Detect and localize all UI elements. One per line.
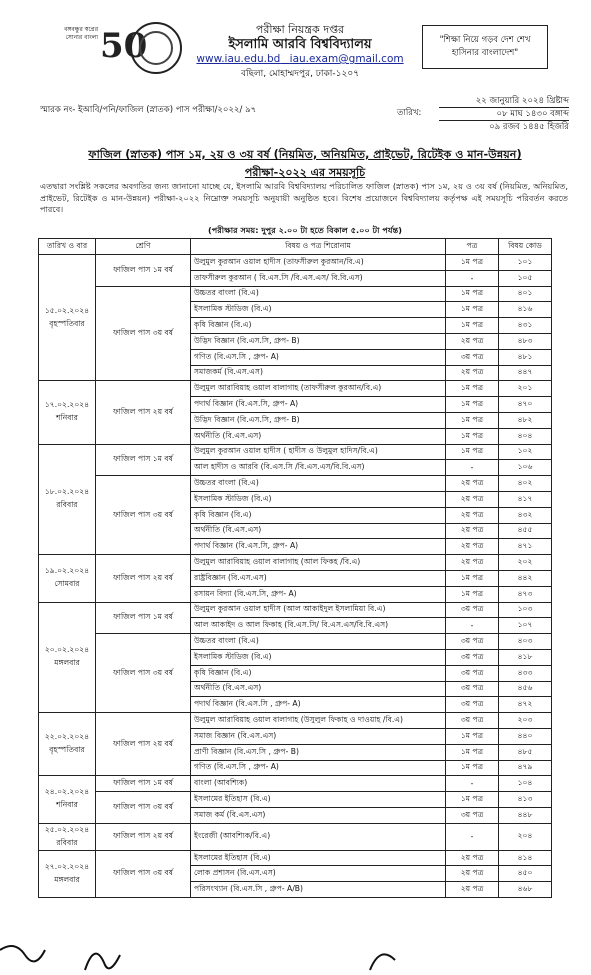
subject-cell: পদার্থ বিজ্ঞান (বি.এস.সি, গ্রুপ- A) — [191, 539, 446, 555]
subject-cell: ইংরেজী (আবশ্যিক/বি.এ) — [191, 823, 446, 850]
paper-cell: ৩য় পত্র — [446, 649, 499, 665]
code-cell: ২০৪ — [499, 823, 552, 850]
paper-cell: ২য় পত্র — [446, 507, 499, 523]
class-cell: ফাজিল পাস ৩য় বর্ষ — [96, 476, 191, 555]
col-header-subject: বিষয় ও পত্র শিরোনাম — [191, 239, 446, 255]
paper-cell: ১ম পত্র — [446, 728, 499, 744]
subject-cell: উলুমুল কুরআন ওয়াল হাদীস ( হাদীস ও উলুমুল হাদিস/বি.এ) — [191, 444, 446, 460]
subject-cell: পদার্থ বিজ্ঞান (বি.এস.সি , গ্রুপ- A) — [191, 697, 446, 713]
code-cell: ৪০৪ — [499, 428, 552, 444]
paper-cell: ১ম পত্র — [446, 318, 499, 334]
table-row — [39, 444, 552, 460]
paper-cell: ৩য় পত্র — [446, 681, 499, 697]
exam-day: বৃহস্পতিবার — [49, 745, 85, 755]
paper-cell: ২য় পত্র — [446, 555, 499, 571]
exam-day: শনিবার — [56, 413, 78, 423]
paper-cell: ২য় পত্র — [446, 850, 499, 866]
paper-cell: - — [446, 270, 499, 286]
exam-date: ১৫.০২.২০২৪ — [44, 305, 90, 315]
class-cell: ফাজিল পাস ৩য় বর্ষ — [96, 286, 191, 381]
subject-cell: উলুমুল কুরআন ওয়াল হাদীস (আল আকাইদুল ইসলামিয়া বি.এ) — [191, 602, 446, 618]
date-cell — [39, 850, 96, 897]
paper-cell: ৩য় পত্র — [446, 665, 499, 681]
table-row — [39, 850, 552, 866]
exam-date: ২০.০২.২০২৪ — [44, 645, 90, 655]
exam-day: রবিবার — [56, 837, 78, 847]
class-cell: ফাজিল পাস ১ম বর্ষ — [96, 444, 191, 476]
col-header-code: বিষয় কোড — [499, 239, 552, 255]
subject-cell: অর্থনীতি (বি.এস.এস) — [191, 681, 446, 697]
code-cell: ৪৮২ — [499, 412, 552, 428]
exam-day: মঙ্গলবার — [54, 658, 80, 668]
date-cell — [39, 776, 96, 823]
subject-cell: প্রাণী বিজ্ঞান (বি.এস.সি , গ্রুপ- B) — [191, 744, 446, 760]
slogan-box: "শিক্ষা নিয়ে গড়ব দেশ শেখ হাসিনার বাংলাদেশ" — [422, 25, 548, 69]
subject-cell: অর্থনীতি (বি.এস.এস) — [191, 523, 446, 539]
subject-cell: উচ্চতর বাংলা (বি.এ) — [191, 634, 446, 650]
code-cell: ৪৩৩ — [499, 665, 552, 681]
table-row — [39, 792, 552, 808]
table-row — [39, 634, 552, 650]
code-cell: ৪৫৬ — [499, 681, 552, 697]
code-cell: ৪৮১ — [499, 349, 552, 365]
exam-date: ১৯.০২.২০২৪ — [44, 566, 90, 576]
subject-cell: লোক প্রশাসন (বি.এস.এস) — [191, 866, 446, 882]
subject-cell: ইসলামিক স্টাডিজ (বি.এ) — [191, 491, 446, 507]
subject-cell: উদ্ভিদ বিজ্ঞান (বি.এস.সি, গ্রুপ- B) — [191, 412, 446, 428]
subject-cell: গণিত (বি.এস.সি , গ্রুপ- A) — [191, 349, 446, 365]
subject-cell: আল হাদীস ও আরবি (বি.এস.সি /বি.এস.এস/বি.বি.এস) — [191, 460, 446, 476]
class-cell: ফাজিল পাস ১ম বর্ষ — [96, 602, 191, 634]
class-cell: ফাজিল পাস ১ম বর্ষ — [96, 776, 191, 792]
class-cell: ফাজিল পাস ২য় বর্ষ — [96, 555, 191, 602]
code-cell: ৪৬৮ — [499, 882, 552, 898]
code-cell: ৪৫০ — [499, 866, 552, 882]
date-cell — [39, 823, 96, 850]
paper-cell: ১ম পত্র — [446, 381, 499, 397]
office-name: পরীক্ষা নিয়ন্ত্রক দপ্তর — [255, 23, 345, 36]
code-cell: ৪৩১ — [499, 318, 552, 334]
code-cell: ৪৪৭ — [499, 365, 552, 381]
paper-cell: ১ম পত্র — [446, 444, 499, 460]
code-cell: ২০১ — [499, 381, 552, 397]
subject-cell: গণিত (বি.এস.সি , গ্রুপ- A) — [191, 760, 446, 776]
paper-cell: - — [446, 823, 499, 850]
code-cell: ১০৬ — [499, 460, 552, 476]
code-cell: ৪৪৮ — [499, 807, 552, 823]
code-cell: ৪১৭ — [499, 491, 552, 507]
subject-cell: রসায়ন বিদ্যা (বি.এস.সি, গ্রুপ- A) — [191, 586, 446, 602]
col-header-date: তারিখ ও বার — [39, 239, 96, 255]
code-cell: ২০৩ — [499, 713, 552, 729]
website-link[interactable]: www.iau.edu.bd — [196, 53, 281, 65]
class-cell: ফাজিল পাস ১ম বর্ষ — [96, 255, 191, 287]
table-row — [39, 286, 552, 302]
paper-cell: ৩য় পত্র — [446, 602, 499, 618]
exam-day: বৃহস্পতিবার — [49, 318, 85, 328]
intro-paragraph: এতদ্বারা সংশ্লিষ্ট সকলের অবগতির জন্য জানানো যাচ্ছে যে, ইসলামি আরবি বিশ্ববিদ্যালয় পরিচালিত ফাজিল (স্নাতক) পাস ১ম, ২য় ও ৩য় বর্ষ (নিয়মিত, অনিয়মিত, প্রাইভেট, রিটেইক ও মান-উন্নয়ন) পরীক্ষা-২০২২ নিম্নোক্ত সময়সূচি অনুযায়ী অনুষ্ঠিত হবে। বিশেষ প্রয়োজনে বিশ্ববিদ্যালয় কর্তৃপক্ষ এই সময়সূচি পরিবর্তন করতে পারবে। — [40, 181, 568, 214]
paper-cell: ২য় পত্র — [446, 491, 499, 507]
subject-cell: পদার্থ বিজ্ঞান (বি.এস.সি, গ্রুপ- A) — [191, 397, 446, 413]
memo-reference: স্মারক নং- ইআবি/পনি/ফাজিল (স্নাতক) পাস পরীক্ষা/২০২২/ ৯৭ — [40, 105, 257, 115]
golden-jubilee-logo — [60, 26, 148, 68]
code-cell: ৪৭৩ — [499, 586, 552, 602]
paper-cell: ১ম পত্র — [446, 586, 499, 602]
code-cell: ৪১৬ — [499, 302, 552, 318]
date-hijri: ০৯ রজব ১৪৪৫ হিজরি — [489, 122, 569, 132]
subject-cell: উলুমুল আরাবিয়াহ ওয়াল বালাগাহ (আল ফিকহ /বি.এ) — [191, 555, 446, 571]
code-cell: ১০২ — [499, 444, 552, 460]
code-cell: ৪৩২ — [499, 507, 552, 523]
code-cell: ৪৭০ — [499, 397, 552, 413]
code-cell: ৪০৩ — [499, 634, 552, 650]
subject-cell: পরিসংখ্যান (বি.এস.সি , গ্রুপ- A/B) — [191, 882, 446, 898]
subject-cell: সমাজ বিজ্ঞান (বি.এস.এস) — [191, 728, 446, 744]
table-header-row — [39, 239, 552, 255]
exam-date: ১৮.০২.২০২৪ — [44, 487, 90, 497]
table-row — [39, 555, 552, 571]
table-row — [39, 602, 552, 618]
subject-cell: উলুমুল আরাবিয়াহ ওয়াল বালাগাহ (তাফসীরুল কুরআন/বি.এ) — [191, 381, 446, 397]
subject-cell: সমাজকর্ম (বি.এস.এস) — [191, 365, 446, 381]
class-cell: ফাজিল পাস ৩য় বর্ষ — [96, 634, 191, 713]
code-cell: ৪৭৯ — [499, 760, 552, 776]
code-cell: ১০৭ — [499, 618, 552, 634]
paper-cell: ৩য় পত্র — [446, 697, 499, 713]
paper-cell: ৩য় পত্র — [446, 713, 499, 729]
notice-subtitle: পরীক্ষা-২০২২ এর সময়সূচি — [244, 166, 366, 179]
paper-cell: ২য় পত্র — [446, 333, 499, 349]
exam-day: রবিবার — [56, 500, 78, 510]
paper-cell: - — [446, 460, 499, 476]
code-cell: ৪৭১ — [499, 539, 552, 555]
subject-cell: আল আকাইদ ও আল ফিকাহ (বি.এস.সি/ বি.এস.এস/বি.বি.এস) — [191, 618, 446, 634]
exam-date: ১৭.০২.২০২৪ — [44, 400, 90, 410]
code-cell: ১০৪ — [499, 776, 552, 792]
header-logos — [60, 18, 180, 76]
paper-cell: ২য় পত্র — [446, 866, 499, 882]
code-cell: ২০২ — [499, 555, 552, 571]
code-cell: ৪৮৫ — [499, 744, 552, 760]
date-cell — [39, 713, 96, 776]
date-label: তারিখ: — [397, 108, 422, 118]
subject-cell: কৃষি বিজ্ঞান (বি.এ) — [191, 507, 446, 523]
code-cell: ১০৩ — [499, 602, 552, 618]
subject-cell: রাষ্ট্রবিজ্ঞান (বি.এস.এস) — [191, 570, 446, 586]
exam-date: ২৭.০২.২০২৪ — [44, 861, 90, 871]
date-cell — [39, 444, 96, 555]
exam-date: ২৫.০২.২০২৪ — [44, 824, 90, 834]
paper-cell: - — [446, 776, 499, 792]
paper-cell: - — [446, 618, 499, 634]
date-cell — [39, 602, 96, 713]
logo-text: বঙ্গবন্ধুর স্বপ্নের সোনার বাংলা — [64, 26, 98, 41]
paper-cell: ২য় পত্র — [446, 476, 499, 492]
paper-cell: ৩য় পত্র — [446, 807, 499, 823]
exam-day: শনিবার — [56, 800, 78, 810]
code-cell: ৪৫৫ — [499, 523, 552, 539]
paper-cell: ১ম পত্র — [446, 428, 499, 444]
paper-cell: ১ম পত্র — [446, 255, 499, 271]
col-header-class: শ্রেণি — [96, 239, 191, 255]
date-cell — [39, 555, 96, 602]
class-cell: ফাজিল পাস ২য় বর্ষ — [96, 713, 191, 776]
contact-links — [170, 52, 430, 67]
code-cell: ৪৪২ — [499, 570, 552, 586]
notice-title: ফাজিল (স্নাতক) পাস ১ম, ২য় ও ৩য় বর্ষ (নিয়মিত, অনিয়মিত, প্রাইভেট, রিটেইক ও মান-উন্নয়ন) — [88, 148, 522, 161]
paper-cell: ২য় পত্র — [446, 365, 499, 381]
subject-cell: ইসলামিক স্টাডিজ (বি.এ) — [191, 302, 446, 318]
subject-cell: ইসলামের ইতিহাস (বি.এ) — [191, 850, 446, 866]
class-cell: ফাজিল পাস ২য় বর্ষ — [96, 381, 191, 444]
class-cell: ফাজিল পাস ২য় বর্ষ — [96, 823, 191, 850]
paper-cell: ১ম পত্র — [446, 792, 499, 808]
table-row — [39, 381, 552, 397]
code-cell: ৪১৮ — [499, 649, 552, 665]
subject-cell: উদ্ভিদ বিজ্ঞান (বি.এস.সি, গ্রুপ- B) — [191, 333, 446, 349]
email-link[interactable]: iau.exam@gmail.com — [289, 53, 404, 65]
paper-cell: ১ম পত্র — [446, 744, 499, 760]
paper-cell: ১ম পত্র — [446, 570, 499, 586]
code-cell: ৪৭২ — [499, 697, 552, 713]
table-row — [39, 255, 552, 271]
code-cell: ১০৫ — [499, 270, 552, 286]
code-cell: ৪৮৩ — [499, 333, 552, 349]
table-row — [39, 476, 552, 492]
date-cell — [39, 255, 96, 381]
exam-date: ২২.০২.২০২৪ — [44, 732, 90, 742]
paper-cell: ২য় পত্র — [446, 539, 499, 555]
logo-number: 50 — [100, 26, 148, 66]
paper-cell: ১ম পত্র — [446, 760, 499, 776]
exam-day: সোমবার — [54, 579, 80, 589]
schedule-table — [38, 238, 552, 898]
date-bangla: ০৮ মাঘ ১৪৩০ বঙ্গাব্দ — [439, 108, 569, 121]
date-english: ২২ জানুয়ারি ২০২৪ খ্রিষ্টাব্দ — [439, 95, 569, 108]
subject-cell: উলুমুল আরাবিয়াহ ওয়াল বালাগাহ (উসুলুল ফিকাহ ও দাওয়াহ /বি.এ) — [191, 713, 446, 729]
paper-cell: ১ম পত্র — [446, 302, 499, 318]
code-cell: ৪৪০ — [499, 728, 552, 744]
subject-cell: উচ্চতর বাংলা (বি.এ) — [191, 286, 446, 302]
code-cell: ৪০১ — [499, 286, 552, 302]
col-header-paper: পত্র — [446, 239, 499, 255]
subject-cell: উলুমুল কুরআন ওয়াল হাদীস (তাফসীরুল কুরআন/বি.এ) — [191, 255, 446, 271]
date-cell — [39, 381, 96, 444]
subject-cell: বাংলা (আবশ্যিক) — [191, 776, 446, 792]
class-cell: ফাজিল পাস ৩য় বর্ষ — [96, 850, 191, 897]
code-cell: ১০১ — [499, 255, 552, 271]
paper-cell: ১ম পত্র — [446, 412, 499, 428]
letterhead — [170, 22, 430, 82]
university-name: ইসলামি আরবি বিশ্ববিদ্যালয় — [228, 37, 372, 52]
subject-cell: অর্থনীতি (বি.এস.এস) — [191, 428, 446, 444]
class-cell: ফাজিল পাস ৩য় বর্ষ — [96, 792, 191, 824]
exam-date: ২৪.০২.২০২৪ — [44, 787, 90, 797]
paper-cell: ১ম পত্র — [446, 286, 499, 302]
subject-cell: ইসলামের ইতিহাস (বি.এ) — [191, 792, 446, 808]
paper-cell: ৩য় পত্র — [446, 634, 499, 650]
subject-cell: সমাজ কর্ম (বি.এস.এস) — [191, 807, 446, 823]
paper-cell: ২য় পত্র — [446, 882, 499, 898]
table-row — [39, 776, 552, 792]
subject-cell: উচ্চতর বাংলা (বি.এ) — [191, 476, 446, 492]
paper-cell: ১ম পত্র — [446, 397, 499, 413]
paper-cell: ৩য় পত্র — [446, 349, 499, 365]
subject-cell: কৃষি বিজ্ঞান (বি.এ) — [191, 665, 446, 681]
address: বছিলা, মোহাম্মদপুর, ঢাকা-১২০৭ — [240, 69, 360, 79]
paper-cell: ২য় পত্র — [446, 523, 499, 539]
subject-cell: কৃষি বিজ্ঞান (বি.এ) — [191, 318, 446, 334]
signature-marks — [0, 930, 591, 975]
table-row — [39, 823, 552, 850]
exam-day: মঙ্গলবার — [54, 874, 80, 884]
code-cell: ৪০২ — [499, 476, 552, 492]
table-row — [39, 713, 552, 729]
code-cell: ৪১৪ — [499, 850, 552, 866]
subject-cell: ইসলামিক স্টাডিজ (বি.এ) — [191, 649, 446, 665]
exam-time: (পরীক্ষার সময়: দুপুর ২.০০ টা হতে বিকাল ৫.০০ টা পর্যন্ত) — [207, 225, 403, 235]
code-cell: ৪১৩ — [499, 792, 552, 808]
subject-cell: তাফসীরুল কুরআন ( বি.এস.সি /বি.এস.এস/ বি.বি.এস) — [191, 270, 446, 286]
